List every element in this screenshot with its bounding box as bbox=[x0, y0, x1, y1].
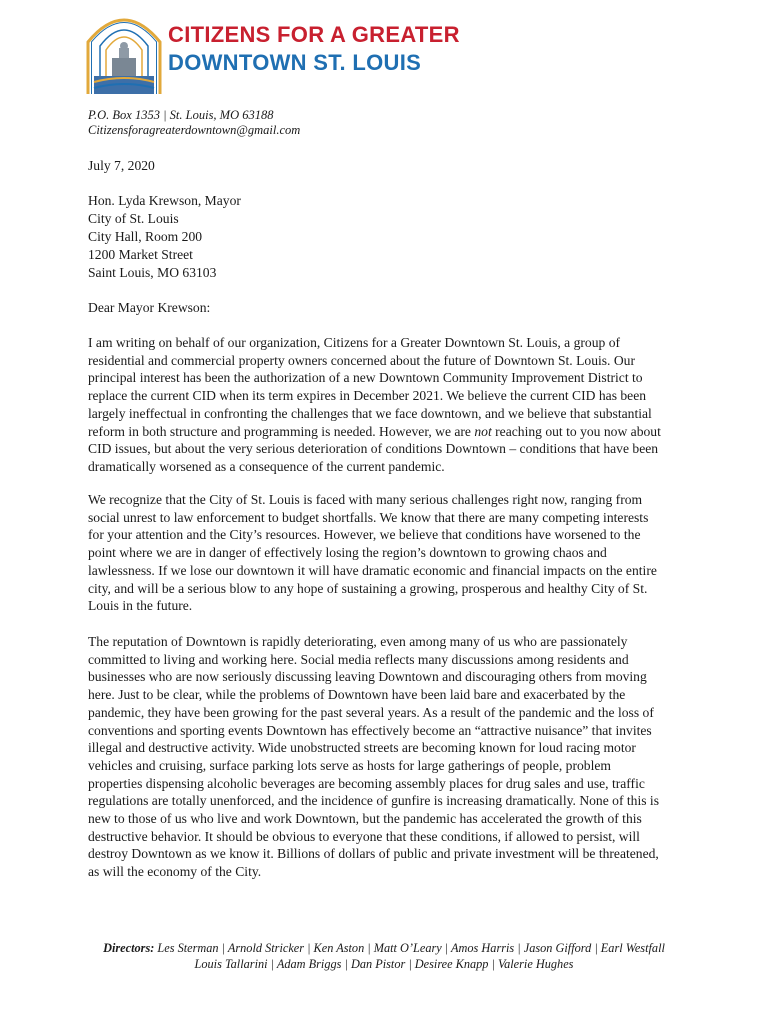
paragraph-line: reform in both structure and programming is needed. However, we are not reaching out to you now about bbox=[88, 423, 661, 439]
paragraph-line: new to those of us who live and work Downtown, but the pandemic has accelerated the growth of this bbox=[88, 811, 642, 827]
paragraph-line: point where we are in danger of effectively losing the region’s downtown to growing chaos and bbox=[88, 545, 607, 561]
letter-date: July 7, 2020 bbox=[88, 158, 155, 173]
salutation: Dear Mayor Krewson: bbox=[88, 300, 211, 315]
recipient-line: City Hall, Room 200 bbox=[88, 229, 203, 244]
paragraph-line: replace the current CID when its term expires in December 2021. We believe the current CID has been bbox=[88, 388, 647, 404]
mailing-address: P.O. Box 1353 | St. Louis, MO 63188 bbox=[88, 108, 274, 122]
paragraph-line: Louis in the future. bbox=[88, 598, 193, 614]
directors-names-1: Les Sterman | Arnold Stricker | Ken Aston | Matt O’Leary | Amos Harris | Jason Gifford | Earl Westfall bbox=[157, 941, 665, 955]
paragraph-line: destructive behavior. It should be obvious to everyone that these conditions, if allowed to persist, will bbox=[88, 828, 640, 844]
paragraph-line: largely ineffectual in confronting the challenges that we face downtown, and we believe that substantial bbox=[88, 405, 652, 421]
paragraph-line: as will the economy of the City. bbox=[88, 864, 262, 880]
directors-line-1 bbox=[60, 940, 708, 956]
directors-label: Directors: bbox=[103, 941, 155, 955]
organization-logo bbox=[86, 12, 162, 96]
body-paragraph-2 bbox=[88, 491, 680, 615]
email-address[interactable]: Citizensforagreaterdowntown@gmail.com bbox=[88, 123, 301, 137]
paragraph-line: principal interest has been the authorization of a new Downtown Community Improvement District to bbox=[88, 370, 643, 386]
paragraph-line: destroy Downtown as we know it. Billions of dollars of public and private investment will be threatened, bbox=[88, 846, 659, 862]
paragraph-line: residential and commercial property owners concerned about the future of Downtown St. Louis. Our bbox=[88, 352, 635, 368]
paragraph-line: CID issues, but about the very serious deterioration of conditions Downtown – conditions that have been bbox=[88, 441, 659, 457]
paragraph-line: pandemic, they have been growing for the past several years. As a result of the pandemic and the loss of bbox=[88, 704, 654, 720]
paragraph-line: businesses who are now seriously discussing leaving Downtown and discouraging others from moving bbox=[88, 669, 647, 685]
paragraph-line: We recognize that the City of St. Louis is faced with many serious challenges right now, ranging from bbox=[88, 492, 643, 507]
paragraph-line: city, and will be a serious blow to any hope of sustaining a growing, prosperous and healthy City of St. bbox=[88, 580, 648, 596]
paragraph-line: I am writing on behalf of our organization, Citizens for a Greater Downtown St. Louis, a group of bbox=[88, 335, 621, 350]
recipient-line: City of St. Louis bbox=[88, 211, 179, 226]
body-paragraph-1 bbox=[88, 334, 680, 476]
org-name-line-2: DOWNTOWN ST. LOUIS bbox=[168, 50, 422, 75]
paragraph-line: conventions and sporting events Downtown has effectively become an “attractive nuisance” that invites bbox=[88, 722, 652, 738]
paragraph-line: lawlessness. If we lose our downtown it will have dramatic economic and financial impacts on the entire bbox=[88, 562, 657, 578]
recipient-line: Saint Louis, MO 63103 bbox=[88, 265, 217, 280]
paragraph-line: vehicles and cruising, surface parking lots serve as hosts for large gatherings of people, problem bbox=[88, 757, 611, 773]
directors-line-2: Louis Tallarini | Adam Briggs | Dan Pistor | Desiree Knapp | Valerie Hughes bbox=[194, 957, 574, 971]
directors-footer bbox=[60, 940, 708, 972]
paragraph-line: properties dispensing alcoholic beverages are becoming assembly places for drug sales and use, traffic bbox=[88, 775, 645, 791]
paragraph-line: committed to living and working here. Social media reflects many discussions among residents and bbox=[88, 651, 629, 667]
recipient-line: Hon. Lyda Krewson, Mayor bbox=[88, 193, 241, 208]
paragraph-line: regulations are totally unenforced, and the incidence of gunfire is increasing dramatically. None of this is bbox=[88, 793, 659, 809]
paragraph-line: The reputation of Downtown is rapidly deteriorating, even among many of us who are passionately bbox=[88, 634, 628, 649]
paragraph-line: here. Just to be clear, while the problems of Downtown have been laid bare and exacerbated by the bbox=[88, 687, 626, 703]
recipient-line: 1200 Market Street bbox=[88, 247, 193, 262]
org-name-line-1: CITIZENS FOR A GREATER bbox=[168, 22, 460, 47]
paragraph-line: social unrest to law enforcement to budget shortfalls. We know that there are many competing interests bbox=[88, 509, 649, 525]
body-paragraph-3 bbox=[88, 633, 680, 881]
paragraph-line: illegal and destructive activity. Wide unobstructed streets are becoming known for loud racing motor bbox=[88, 740, 636, 756]
paragraph-line: dramatically worsened as a consequence of the current pandemic. bbox=[88, 458, 445, 474]
paragraph-line: for your attention and the City’s resources. However, we believe that conditions have worsened to the bbox=[88, 527, 641, 543]
